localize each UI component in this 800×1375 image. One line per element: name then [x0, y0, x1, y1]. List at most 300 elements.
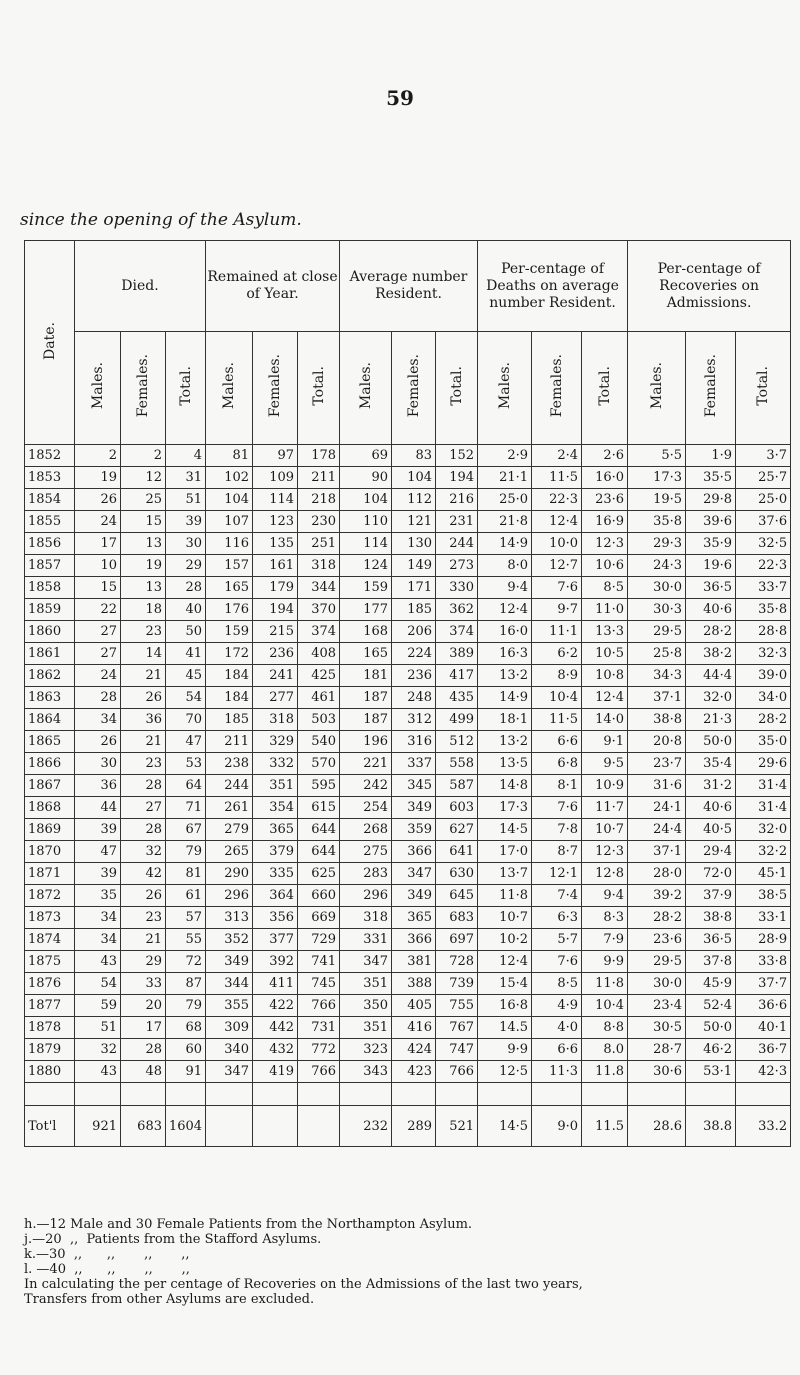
- table-cell: 44: [75, 797, 121, 819]
- table-cell: 424: [392, 1039, 436, 1061]
- table-cell: 30·0: [628, 973, 686, 995]
- header-died: Died.: [75, 241, 206, 332]
- table-cell: 45: [166, 665, 206, 687]
- table-cell: 121: [392, 511, 436, 533]
- table-row: [25, 951, 791, 973]
- row-year: 1877: [25, 995, 75, 1017]
- table-cell: 10: [75, 555, 121, 577]
- table-cell: 23·6: [582, 489, 628, 511]
- table-cell: 251: [298, 533, 340, 555]
- table-cell: 20·8: [628, 731, 686, 753]
- table-cell: 16·3: [478, 643, 532, 665]
- table-cell: 112: [392, 489, 436, 511]
- table-cell: 57: [166, 907, 206, 929]
- table-cell: 296: [206, 885, 253, 907]
- table-cell: 17·3: [628, 467, 686, 489]
- separator-cell: [478, 1083, 532, 1106]
- table-cell: 374: [436, 621, 478, 643]
- table-cell: 54: [75, 973, 121, 995]
- table-cell: 60: [166, 1039, 206, 1061]
- separator-cell: [628, 1083, 686, 1106]
- row-year: 1865: [25, 731, 75, 753]
- table-cell: 461: [298, 687, 340, 709]
- table-body: [25, 445, 791, 1147]
- row-year: 1864: [25, 709, 75, 731]
- table-cell: 185: [206, 709, 253, 731]
- row-year: 1873: [25, 907, 75, 929]
- table-row: [25, 885, 791, 907]
- table-cell: 104: [340, 489, 392, 511]
- table-cell: 20: [121, 995, 166, 1017]
- table-cell: 19·5: [628, 489, 686, 511]
- table-cell: 417: [436, 665, 478, 687]
- table-cell: 31·6: [628, 775, 686, 797]
- table-row: [25, 819, 791, 841]
- separator-cell: [582, 1083, 628, 1106]
- table-cell: 12·1: [532, 863, 582, 885]
- table-cell: 366: [392, 929, 436, 951]
- table-cell: 37·1: [628, 687, 686, 709]
- total-row: [25, 1106, 791, 1147]
- table-row: [25, 687, 791, 709]
- table-cell: 47: [166, 731, 206, 753]
- header-recoveries-pct-females: [686, 332, 736, 445]
- table-cell: 10·4: [582, 995, 628, 1017]
- table-row: [25, 445, 791, 467]
- separator-cell: [436, 1083, 478, 1106]
- table-cell: 12·4: [478, 599, 532, 621]
- row-year: 1862: [25, 665, 75, 687]
- table-cell: 30·0: [628, 577, 686, 599]
- table-cell: 7·6: [532, 797, 582, 819]
- total-cell: [298, 1106, 340, 1147]
- table-cell: 104: [392, 467, 436, 489]
- total-cell: 289: [392, 1106, 436, 1147]
- table-caption: since the opening of the Asylum.: [20, 210, 302, 230]
- table-cell: 10·7: [478, 907, 532, 929]
- table-cell: 12·4: [582, 687, 628, 709]
- table-cell: 669: [298, 907, 340, 929]
- table-cell: 28·0: [628, 863, 686, 885]
- table-cell: 741: [298, 951, 340, 973]
- table-cell: 35: [75, 885, 121, 907]
- table-cell: 772: [298, 1039, 340, 1061]
- table-row: [25, 973, 791, 995]
- total-cell: 9·0: [532, 1106, 582, 1147]
- table-cell: 2: [121, 445, 166, 467]
- table-cell: 354: [253, 797, 298, 819]
- table-cell: 81: [166, 863, 206, 885]
- table-row: [25, 775, 791, 797]
- table-cell: 316: [392, 731, 436, 753]
- table-cell: 4: [166, 445, 206, 467]
- table-cell: 116: [206, 533, 253, 555]
- table-cell: 179: [253, 577, 298, 599]
- table-row: [25, 467, 791, 489]
- table-cell: 14·0: [582, 709, 628, 731]
- table-cell: 268: [340, 819, 392, 841]
- table-cell: 90: [340, 467, 392, 489]
- row-year: 1868: [25, 797, 75, 819]
- table-cell: 21: [121, 929, 166, 951]
- table-cell: 23: [121, 753, 166, 775]
- table-cell: 11·5: [532, 709, 582, 731]
- table-cell: 728: [436, 951, 478, 973]
- table-row: [25, 753, 791, 775]
- table-cell: 318: [298, 555, 340, 577]
- table-cell: 6·6: [532, 731, 582, 753]
- table-cell: 6·8: [532, 753, 582, 775]
- table-cell: 12·8: [582, 863, 628, 885]
- table-cell: 30·3: [628, 599, 686, 621]
- table-cell: 53·1: [686, 1061, 736, 1083]
- table-cell: 16·0: [478, 621, 532, 643]
- table-cell: 10·5: [582, 643, 628, 665]
- table-cell: 17·0: [478, 841, 532, 863]
- table-cell: 159: [340, 577, 392, 599]
- header-died-females: [121, 332, 166, 445]
- table-cell: 10·8: [582, 665, 628, 687]
- table-cell: 130: [392, 533, 436, 555]
- table-cell: 52·4: [686, 995, 736, 1017]
- table-cell: 218: [298, 489, 340, 511]
- table-cell: 416: [392, 1017, 436, 1039]
- table-cell: 41: [166, 643, 206, 665]
- table-cell: 11.8: [582, 1061, 628, 1083]
- table-cell: 405: [392, 995, 436, 1017]
- table-cell: 79: [166, 995, 206, 1017]
- table-row: [25, 797, 791, 819]
- table-cell: 46·2: [686, 1039, 736, 1061]
- table-cell: 351: [340, 973, 392, 995]
- table-cell: 123: [253, 511, 298, 533]
- table-cell: 366: [392, 841, 436, 863]
- header-died-females-label: Females.: [135, 354, 151, 418]
- table-cell: 13: [121, 577, 166, 599]
- header-remained-females-label: Females.: [267, 354, 284, 418]
- table-cell: 32·3: [736, 643, 791, 665]
- table-cell: 242: [340, 775, 392, 797]
- table-cell: 645: [436, 885, 478, 907]
- header-remained-total: [298, 332, 340, 445]
- table-cell: 8·3: [582, 907, 628, 929]
- footnote-line: l. —40 ,, ,, ,, ,,: [24, 1262, 190, 1277]
- table-cell: 283: [340, 863, 392, 885]
- table-cell: 512: [436, 731, 478, 753]
- table-cell: 766: [298, 995, 340, 1017]
- table-cell: 64: [166, 775, 206, 797]
- table-cell: 40·6: [686, 797, 736, 819]
- table-cell: 747: [436, 1039, 478, 1061]
- table-cell: 344: [298, 577, 340, 599]
- table-cell: 37·9: [686, 885, 736, 907]
- header-average-males: [340, 332, 392, 445]
- table-cell: 364: [253, 885, 298, 907]
- table-cell: 265: [206, 841, 253, 863]
- table-cell: 135: [253, 533, 298, 555]
- table-cell: 739: [436, 973, 478, 995]
- table-cell: 14·9: [478, 533, 532, 555]
- row-year: 1871: [25, 863, 75, 885]
- asylum-statistics-table: [24, 240, 791, 1147]
- table-cell: 5·7: [532, 929, 582, 951]
- row-year: 1853: [25, 467, 75, 489]
- table-cell: 67: [166, 819, 206, 841]
- table-cell: 1·9: [686, 445, 736, 467]
- table-cell: 55: [166, 929, 206, 951]
- table-cell: 745: [298, 973, 340, 995]
- table-cell: 32·2: [736, 841, 791, 863]
- table-cell: 312: [392, 709, 436, 731]
- table-cell: 381: [392, 951, 436, 973]
- table-cell: 28: [121, 1039, 166, 1061]
- header-died-total: [166, 332, 206, 445]
- table-cell: 347: [340, 951, 392, 973]
- header-average-males-label: Males.: [357, 362, 374, 410]
- table-cell: 9·9: [582, 951, 628, 973]
- table-cell: 349: [392, 885, 436, 907]
- table-cell: 344: [206, 973, 253, 995]
- table-row: [25, 731, 791, 753]
- row-year: 1875: [25, 951, 75, 973]
- table-cell: 442: [253, 1017, 298, 1039]
- table-cell: 377: [253, 929, 298, 951]
- header-deaths-pct-total: [582, 332, 628, 445]
- table-cell: 61: [166, 885, 206, 907]
- table-cell: 12·4: [532, 511, 582, 533]
- table-cell: 2·9: [478, 445, 532, 467]
- table-cell: 38·8: [686, 907, 736, 929]
- table-cell: 277: [253, 687, 298, 709]
- table-cell: 9·1: [582, 731, 628, 753]
- table-cell: 7·6: [532, 577, 582, 599]
- table-cell: 168: [340, 621, 392, 643]
- table-cell: 13·2: [478, 665, 532, 687]
- table-cell: 17: [75, 533, 121, 555]
- table-cell: 194: [253, 599, 298, 621]
- row-year: 1858: [25, 577, 75, 599]
- total-cell: 1604: [166, 1106, 206, 1147]
- table-cell: 349: [392, 797, 436, 819]
- table-cell: 28: [121, 775, 166, 797]
- table-row: [25, 489, 791, 511]
- table-cell: 72: [166, 951, 206, 973]
- table-cell: 731: [298, 1017, 340, 1039]
- table-cell: 22·3: [532, 489, 582, 511]
- table-cell: 25·8: [628, 643, 686, 665]
- table-cell: 29·3: [628, 533, 686, 555]
- table-cell: 37·8: [686, 951, 736, 973]
- table-cell: 755: [436, 995, 478, 1017]
- table-cell: 408: [298, 643, 340, 665]
- row-year: 1876: [25, 973, 75, 995]
- table-cell: 185: [392, 599, 436, 621]
- table-cell: 615: [298, 797, 340, 819]
- table-cell: 22·3: [736, 555, 791, 577]
- table-row: [25, 907, 791, 929]
- header-average-resident: Average number Resident.: [340, 241, 478, 332]
- table-cell: 24: [75, 665, 121, 687]
- table-cell: 68: [166, 1017, 206, 1039]
- table-cell: 7·6: [532, 951, 582, 973]
- table-cell: 30·5: [628, 1017, 686, 1039]
- table-cell: 683: [436, 907, 478, 929]
- table-cell: 215: [253, 621, 298, 643]
- table-cell: 2: [75, 445, 121, 467]
- table-cell: 351: [340, 1017, 392, 1039]
- table-cell: 35·0: [736, 731, 791, 753]
- table-row: [25, 665, 791, 687]
- table-cell: 15: [75, 577, 121, 599]
- table-row: [25, 577, 791, 599]
- table-cell: 419: [253, 1061, 298, 1083]
- table-cell: 15: [121, 511, 166, 533]
- table-cell: 5·5: [628, 445, 686, 467]
- table-cell: 161: [253, 555, 298, 577]
- table-cell: 9·7: [532, 599, 582, 621]
- table-cell: 40·1: [736, 1017, 791, 1039]
- table-cell: 29·5: [628, 951, 686, 973]
- header-date: [25, 241, 75, 445]
- table-cell: 102: [206, 467, 253, 489]
- table-cell: 11·8: [478, 885, 532, 907]
- table-cell: 114: [340, 533, 392, 555]
- table-cell: 36: [121, 709, 166, 731]
- table-cell: 33·1: [736, 907, 791, 929]
- table-cell: 18: [121, 599, 166, 621]
- table-cell: 9·4: [582, 885, 628, 907]
- table-cell: 21·1: [478, 467, 532, 489]
- table-cell: 35·5: [686, 467, 736, 489]
- table-cell: 35·8: [736, 599, 791, 621]
- table-cell: 28·2: [628, 907, 686, 929]
- table-cell: 362: [436, 599, 478, 621]
- table-cell: 273: [436, 555, 478, 577]
- header-remained-males: [206, 332, 253, 445]
- table-cell: 152: [436, 445, 478, 467]
- table-cell: 729: [298, 929, 340, 951]
- table-cell: 24: [75, 511, 121, 533]
- table-cell: 24·1: [628, 797, 686, 819]
- table-cell: 13·3: [582, 621, 628, 643]
- table-cell: 172: [206, 643, 253, 665]
- statistics-table-wrapper: [24, 240, 790, 1147]
- table-cell: 38·8: [628, 709, 686, 731]
- table-cell: 25·0: [736, 489, 791, 511]
- table-cell: 28·9: [736, 929, 791, 951]
- table-cell: 587: [436, 775, 478, 797]
- table-cell: 50·0: [686, 731, 736, 753]
- table-cell: 48: [121, 1061, 166, 1083]
- table-cell: 71: [166, 797, 206, 819]
- table-cell: 230: [298, 511, 340, 533]
- table-cell: 6·2: [532, 643, 582, 665]
- table-cell: 627: [436, 819, 478, 841]
- table-cell: 36·5: [686, 577, 736, 599]
- table-cell: 32: [121, 841, 166, 863]
- table-cell: 69: [340, 445, 392, 467]
- table-cell: 17: [121, 1017, 166, 1039]
- table-cell: 11·5: [532, 467, 582, 489]
- table-cell: 97: [253, 445, 298, 467]
- table-cell: 365: [392, 907, 436, 929]
- table-cell: 36·7: [736, 1039, 791, 1061]
- table-cell: 379: [253, 841, 298, 863]
- table-cell: 43: [75, 1061, 121, 1083]
- table-cell: 323: [340, 1039, 392, 1061]
- table-cell: 435: [436, 687, 478, 709]
- table-cell: 236: [392, 665, 436, 687]
- header-recoveries-pct-males-label: Males.: [648, 362, 665, 410]
- header-percent-deaths: Per-centage of Deaths on average number Resident.: [478, 241, 628, 332]
- table-cell: 30: [75, 753, 121, 775]
- table-row: [25, 929, 791, 951]
- table-cell: 540: [298, 731, 340, 753]
- table-cell: 72·0: [686, 863, 736, 885]
- table-cell: 176: [206, 599, 253, 621]
- table-cell: 194: [436, 467, 478, 489]
- table-cell: 641: [436, 841, 478, 863]
- footnotes: [24, 1217, 794, 1307]
- table-cell: 10·6: [582, 555, 628, 577]
- table-cell: 340: [206, 1039, 253, 1061]
- table-cell: 23·6: [628, 929, 686, 951]
- table-cell: 178: [298, 445, 340, 467]
- table-cell: 211: [298, 467, 340, 489]
- table-cell: 34: [75, 929, 121, 951]
- table-cell: 15·4: [478, 973, 532, 995]
- table-cell: 28·8: [736, 621, 791, 643]
- table-cell: 388: [392, 973, 436, 995]
- table-cell: 157: [206, 555, 253, 577]
- table-cell: 28·2: [736, 709, 791, 731]
- table-cell: 24·4: [628, 819, 686, 841]
- table-cell: 44·4: [686, 665, 736, 687]
- separator-row: [25, 1083, 791, 1106]
- table-cell: 309: [206, 1017, 253, 1039]
- table-cell: 8·5: [582, 577, 628, 599]
- table-cell: 6·3: [532, 907, 582, 929]
- table-cell: 37·1: [628, 841, 686, 863]
- header-deaths-pct-females: [532, 332, 582, 445]
- table-row: [25, 863, 791, 885]
- table-cell: 159: [206, 621, 253, 643]
- table-cell: 432: [253, 1039, 298, 1061]
- total-cell: [253, 1106, 298, 1147]
- table-cell: 28·7: [628, 1039, 686, 1061]
- table-cell: 110: [340, 511, 392, 533]
- table-cell: 603: [436, 797, 478, 819]
- table-cell: 39: [75, 819, 121, 841]
- table-cell: 10·2: [478, 929, 532, 951]
- table-cell: 697: [436, 929, 478, 951]
- table-row: [25, 555, 791, 577]
- table-cell: 10·4: [532, 687, 582, 709]
- table-cell: 558: [436, 753, 478, 775]
- table-cell: 17·3: [478, 797, 532, 819]
- table-cell: 24·3: [628, 555, 686, 577]
- table-cell: 14·9: [478, 687, 532, 709]
- table-cell: 330: [436, 577, 478, 599]
- table-cell: 14.5: [478, 1017, 532, 1039]
- table-cell: 35·8: [628, 511, 686, 533]
- table-cell: 51: [75, 1017, 121, 1039]
- separator-cell: [340, 1083, 392, 1106]
- table-cell: 26: [121, 687, 166, 709]
- table-cell: 40·5: [686, 819, 736, 841]
- header-average-total-label: Total.: [448, 366, 465, 406]
- separator-cell: [121, 1083, 166, 1106]
